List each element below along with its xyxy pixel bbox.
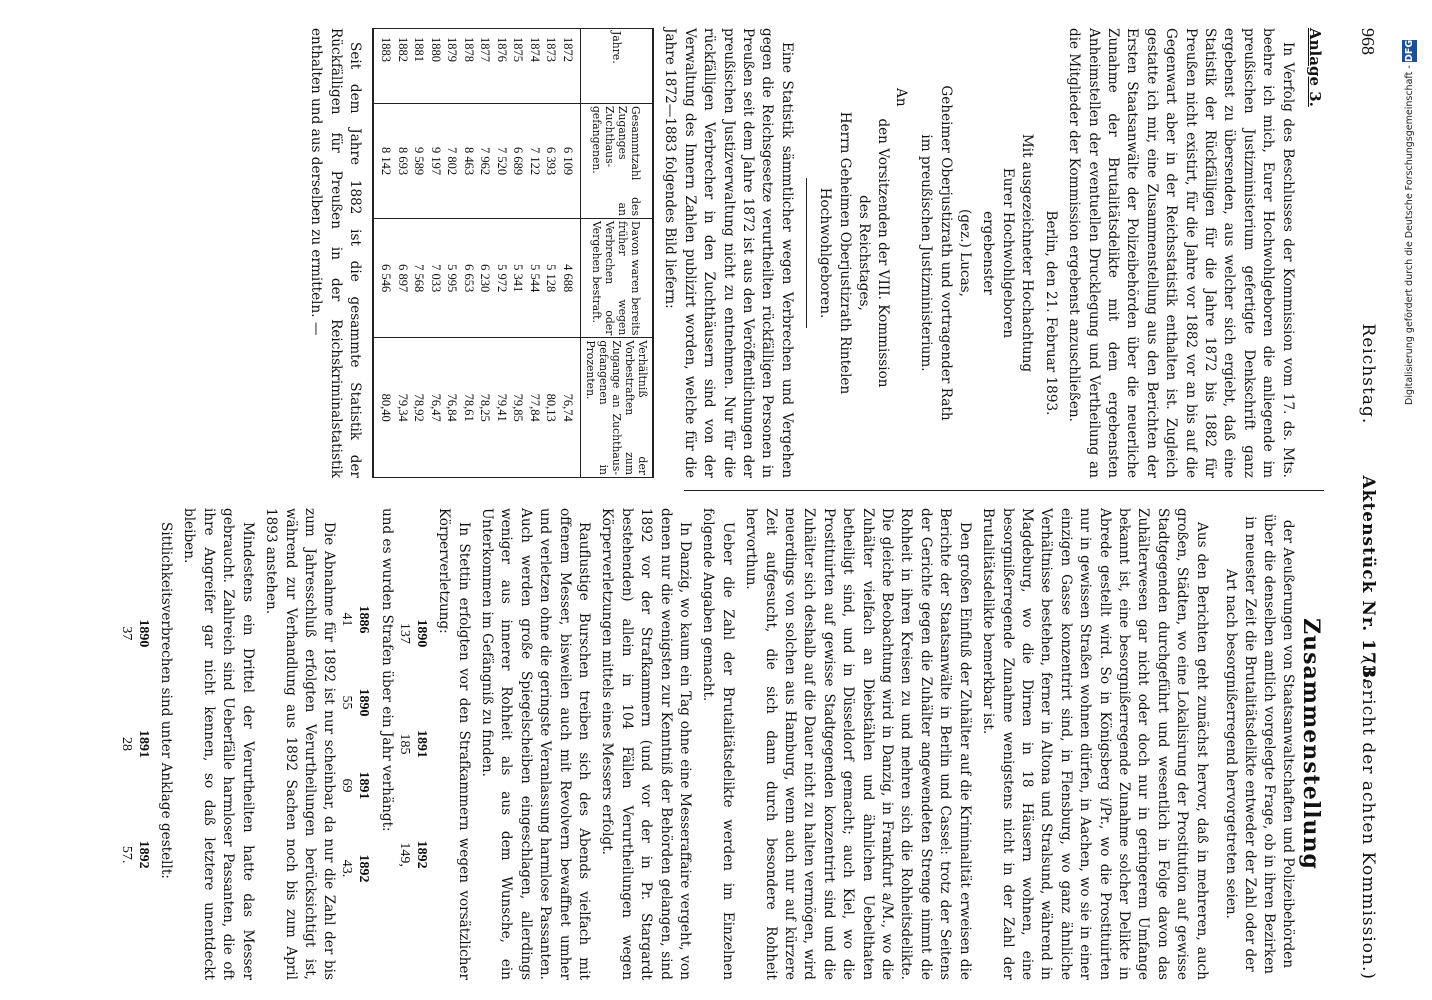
address-line-3: des Reichstages, (856, 195, 873, 311)
report-paragraph: Sittlichkeitsverbrechen sind unter Anklage gestellt: (158, 522, 175, 879)
percent-cell: 80,40 (373, 338, 395, 478)
dfg-logo: DFG (1404, 40, 1415, 63)
running-header (1344, 28, 1384, 980)
header-document: Aktenstück Nr. 173. (1358, 475, 1378, 685)
percent-cell: 76,47 (428, 338, 445, 478)
header-publication: Reichstag. (1358, 323, 1378, 425)
percent-cell: 76,84 (444, 338, 461, 478)
table-row (373, 29, 395, 478)
right-column (118, 508, 1324, 980)
address-line-5: Hochwohlgeboren. (817, 187, 834, 319)
convicted-cell: 5 341 (510, 219, 527, 338)
value-cell: 185 (396, 733, 412, 755)
stettin-years-row (413, 508, 430, 980)
value-cell: 57. (118, 845, 134, 864)
table-row (527, 29, 544, 478)
report-paragraph: Rauflustige Burschen treiben sich des Abends vielfach mit offenem Messer, bisweilen auch mit Revolvern bewaffnet umher und verletzen ohne die geringste Veranlassung harmlose Passanten. Auch werden große Spiegelscheiben eingeschlagen, allerdings weniger aus innerer Rohheit als aus dem Wunsche, ein Unterkommen im Gefängniß zu finden. (478, 508, 592, 980)
report-paragraph: Aus den Berichten geht zunächst hervor, daß in mehreren, auch großen, Städten, wo eine Lokalisirung der Prostitution auf gewisse Stadtgegenden durchgeführt und wesentlich in Folge davon das Zuhälterwesen gar nicht oder doch nur in geringerem Umfange bekannt ist, eine besorgnißerregende Zunahme solcher Delikte in Abrede gestellt wird. So in Königsberg i/Pr., wo die Prostituirten nur in gewissen Straßen wohnen dürfen, in Aachen, wo sie in einer einzigen Gasse konzentrirt sind, in Flensburg, wo ganz ähnliche Verhältnisse bestehen, ferner in Altona und Stralsund, während in Magdeburg, wo die Dirnen in 18 Häusern wohnen, eine besorgnißerregende Zunahme wenigstens nicht in der Zahl der Brutalitätsdelikte bemerkbar ist. (980, 508, 1210, 980)
value-cell: 28 (118, 736, 134, 751)
section-rule (806, 178, 807, 328)
table-row (494, 29, 511, 478)
table-header-row (581, 29, 654, 478)
year-cell: 1875 (510, 29, 527, 104)
section-subtitle: der Aeußerungen von Staatsanwaltschaften und Polizeibehörden über die denselben amtlich vorgelegte Frage, ob in ihren Bezirken in neuester Zeit die Brutalitätsdelikte entweder der Zahl oder der Art nach besorgnißerregend hervorgetreten seien. (1222, 513, 1296, 975)
total-cell: 9 589 (411, 104, 428, 219)
sittlichkeit-years-row (135, 508, 152, 980)
value-cell: 37 (118, 626, 134, 641)
percent-cell: 78,25 (477, 338, 494, 478)
value-cell: 137 (396, 622, 412, 644)
table-row (428, 29, 445, 478)
credit-text: Digitalisierung gefördert durch die Deutsche Forschungsgemeinschaft - (1404, 65, 1415, 405)
total-cell: 6 689 (510, 104, 527, 219)
table-row (510, 29, 527, 478)
value-cell: 69 (339, 778, 355, 793)
col-header-previously-convicted: Davon waren bereits früher wegen Verbrechen oder Vergehen bestraft. (581, 219, 654, 338)
report-paragraph: Mindestens ein Drittel der Verurtheilten hatte das Messer gebraucht. Zahlreich sind Ueberfälle harmloser Passanten, die oft ihre Angreifer gar nicht kennen, so daß letztere unentdeckt bleiben. (181, 508, 256, 980)
recidivism-table (372, 28, 654, 478)
year-cell: 1890 (413, 619, 429, 648)
year-cell: 1873 (543, 29, 560, 104)
digitization-credit (1404, 40, 1428, 960)
total-cell: 9 197 (428, 104, 445, 219)
value-cell: 55 (339, 695, 355, 710)
convicted-cell: 6 230 (477, 219, 494, 338)
year-cell: 1878 (461, 29, 478, 104)
year-cell: 1879 (444, 29, 461, 104)
section-title: Zusammenstellung (1298, 618, 1324, 870)
table-row (444, 29, 461, 478)
table-row (411, 29, 428, 478)
report-paragraph: Ueber die Zahl der Brutalitätsdelikte werden im Einzelnen folgende Angaben gemacht. (700, 508, 736, 980)
report-paragraph: In Stettin erfolgten vor den Strafkammern wegen vorsätzlicher Körperverletzung: (436, 508, 472, 980)
total-cell: 6 109 (560, 104, 581, 219)
statistics-outro: Seit dem Jahre 1882 ist die gesammte Statistik der Rückfälligen für Preußen in der Reichskriminalstatistik enthalten und aus derselben zu ermitteln. — (308, 28, 363, 478)
year-cell: 1892 (135, 840, 151, 869)
year-cell: 1876 (494, 29, 511, 104)
report-paragraph: und es wurden Strafen über ein Jahr verhängt: (378, 508, 395, 832)
address-line-2: den Vorsitzenden der VIII. Kommission (875, 118, 892, 388)
table-body (373, 29, 581, 478)
stettin-values-row (396, 508, 413, 980)
total-cell: 7 802 (444, 104, 461, 219)
signature (955, 28, 974, 478)
convicted-cell: 4 688 (560, 219, 581, 338)
anlage-label: Anlage 3. (1306, 28, 1324, 107)
document-sheet (34, 28, 1384, 980)
convicted-cell: 6 897 (395, 219, 412, 338)
year-cell: 1890 (356, 688, 372, 717)
value-cell: 149, (396, 842, 412, 867)
percent-cell: 77,84 (527, 338, 544, 478)
col-header-percentage: Verhältniß der Vorbestraften zum Zugange an Zuchthaus-gefangenen in Prozenten. (581, 338, 654, 478)
address-line-1: An (892, 88, 909, 107)
left-column (302, 28, 1324, 478)
table-row (461, 29, 478, 478)
stettin2-values-row (338, 508, 355, 980)
year-cell: 1891 (356, 771, 372, 800)
table-row (395, 29, 412, 478)
year-cell: 1881 (411, 29, 428, 104)
total-cell: 7 962 (477, 104, 494, 219)
table-row (477, 29, 494, 478)
col-header-total: Gesammtzahl des Zuganges an Zuchthaus-gefangenen. (581, 104, 654, 219)
year-cell: 1877 (477, 29, 494, 104)
year-cell: 1872 (560, 29, 581, 104)
percent-cell: 79,34 (395, 338, 412, 478)
statistics-intro: Eine Statistik sämmtlicher wegen Verbrechen und Vergehen gegen die Reichsgesetze verurtheilten rückfälligen Personen in Preußen seit dem Jahre 1872 ist aus den Veröffentlichungen der preußischen Justizverwaltung nicht zu entnehmen. Nur für die rückfälligen Verbrecher in den Zuchthäusern sind von der Verwaltung des Innern Zahlen publizirt worden, welche für die Jahre 1872—1883 folgendes Bild liefern: (662, 28, 795, 478)
year-cell: 1880 (428, 29, 445, 104)
convicted-cell: 5 128 (543, 219, 560, 338)
percent-cell: 78,61 (461, 338, 478, 478)
report-paragraph: In Danzig, wo kaum ein Tag ohne eine Messeraffaire vergeht, von denen nur die wenigsten zur Kenntniß der Behörden gelangen, sind 1892 vor der Strafkammern (und vor der in Pr. Stargardt bestehenden) allein in 104 Fällen Verurtheilungen wegen Körperverletzungen mittels eines Messers erfolgt. (599, 508, 694, 980)
total-cell: 8 142 (373, 104, 395, 219)
closing-line-3: ergebenster (980, 211, 997, 295)
report-paragraph: Die Abnahme für 1892 ist nur scheinbar, da nur die Zahl der bis zum Jahresschluß erfolgten Verurtheilungen berücksichtigt ist, während zur Verhandlung aus 1892 Sachen noch bis zum April 1893 anstehen. (263, 508, 338, 980)
convicted-cell: 7 568 (411, 219, 428, 338)
sittlichkeit-values-row (118, 508, 135, 980)
year-cell: 1886 (356, 605, 372, 634)
signatory-title-1: Geheimer Oberjustizrath und vortragender Rath (937, 85, 954, 421)
year-cell: 1892 (356, 854, 372, 883)
col-header-year: Jahre. (581, 29, 654, 104)
header-section: (Bericht der achten Kommission.) (1358, 657, 1378, 980)
stettin2-years-row (355, 508, 372, 980)
convicted-cell: 5 544 (527, 219, 544, 338)
letter-date: Berlin, den 21. Februar 1893. (1042, 210, 1059, 416)
closing-line-1: Mit ausgezeichneter Hochachtung (1019, 133, 1036, 373)
signature-name: (gez.) Lucas, (957, 209, 974, 297)
convicted-cell: 6 653 (461, 219, 478, 338)
total-cell: 7 520 (494, 104, 511, 219)
total-cell: 7 122 (527, 104, 544, 219)
year-cell: 1883 (373, 29, 395, 104)
closing-line-2: Eurer Hochwohlgeboren (999, 167, 1016, 339)
convicted-cell: 6 546 (373, 219, 395, 338)
address-line-4: Herrn Geheimen Oberjustizrath Rintelen (836, 111, 853, 395)
table-row (560, 29, 581, 478)
signatory-title-2: im preußischen Justizministerium. (918, 134, 935, 372)
year-cell: 1891 (413, 729, 429, 758)
percent-cell: 79,85 (510, 338, 527, 478)
total-cell: 8 463 (461, 104, 478, 219)
year-cell: 1891 (135, 729, 151, 758)
percent-cell: 79,41 (494, 338, 511, 478)
year-cell: 1882 (395, 29, 412, 104)
year-cell: 1890 (135, 619, 151, 648)
table-row (543, 29, 560, 478)
total-cell: 8 693 (395, 104, 412, 219)
value-cell: 43. (339, 859, 355, 878)
value-cell: 41 (339, 612, 355, 627)
convicted-cell: 5 995 (444, 219, 461, 338)
page-number: 968 (1358, 28, 1378, 55)
column-divider (684, 490, 1324, 491)
percent-cell: 76,74 (560, 338, 581, 478)
intro-letter: In Verfolg des Beschlusses der Kommission vom 17. ds. Mts. beehre ich mich, Eurer Hochwohlgeboren die anliegende im preußischen Justizministerium gefertigte Denkschrift ganz ergebenst zu übersenden, aus welcher sich ergiebt, daß eine Statistik der Rückfälligen für die Jahre 1872 bis 1882 für Preußen nicht existirt, für die Jahre vor 1882 vor an bis auf die Gegenwart aber in der Reichsstatistik enthalten ist. Zugleich gestatte ich mir, eine Zusammenstellung aus den Berichten der Ersten Staatsanwälte der Polizeibehörden über die neuerliche Zunahme der Brutalitätsdelikte mit dem ergebensten Anheimstellen der eventuellen Drucklegung und Vertheilung an die Mitglieder der Kommission ergebenst anzuschließen. (1066, 28, 1296, 478)
percent-cell: 80,13 (543, 338, 560, 478)
report-paragraph: Den großen Einfluß der Zuhälter auf die Kriminalität erweisen die Berichte der Staatsanwälte in Berlin und Cassel: trotz der Seitens der Gerichte gegen die Zuhälter angewendeten Strenge nimmt die Rohheit in ihren Kreisen zu und mehren sich die Rohheitsdelikte. Die gleiche Beobachtung wird in Danzig, in Frankfurt a/M., wo die Zuhälter vielfach an Diebstählen und ähnlichen Uebelthaten betheiligt sind, und in Düsseldorf gemacht; auch Kiel, wo die Prostituirten auf gewisse Stadtgegenden konzentrirt sind und die Zuhälter sich deshalb auf die Dauer nicht zu halten vermögen, wird neuerdings von solchen aus Hamburg, wenn auch nur auf kürzere Zeit aufgesucht, die sich dann durch besondere Rohheit hervorthun. (743, 508, 973, 980)
year-cell: 1892 (413, 840, 429, 869)
year-cell: 1874 (527, 29, 544, 104)
percent-cell: 78,92 (411, 338, 428, 478)
total-cell: 6 393 (543, 104, 560, 219)
convicted-cell: 7 033 (428, 219, 445, 338)
convicted-cell: 5 972 (494, 219, 511, 338)
